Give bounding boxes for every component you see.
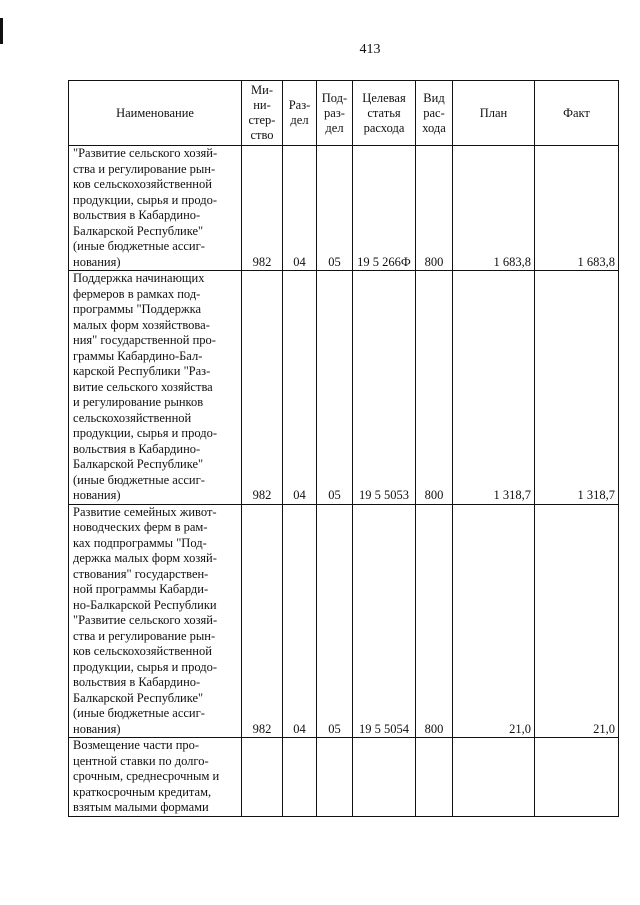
budget-table [68, 80, 619, 817]
cell-target: 19 5 266Ф [353, 146, 416, 271]
table-row [69, 271, 619, 505]
header-ministry: Ми- ни- стер- ство [242, 81, 283, 146]
cell-name: Возмещение части про- центной ставки по долго- срочным, среднесрочным и краткосрочным кредитам, взятым малыми формами [69, 738, 242, 817]
cell-subsection: 05 [317, 504, 353, 738]
header-fact: Факт [535, 81, 619, 146]
cell-target: 19 5 5054 [353, 504, 416, 738]
cell-fact: 1 683,8 [535, 146, 619, 271]
header-target: Целевая статья расхода [353, 81, 416, 146]
cell-fact [535, 738, 619, 817]
cell-plan: 21,0 [453, 504, 535, 738]
cell-plan: 1 318,7 [453, 271, 535, 505]
header-row [69, 81, 619, 146]
cell-ministry [242, 738, 283, 817]
cell-expense-type: 800 [416, 504, 453, 738]
cell-plan [453, 738, 535, 817]
table-row [69, 738, 619, 817]
cell-expense-type [416, 738, 453, 817]
header-plan: План [453, 81, 535, 146]
cell-name: "Развитие сельского хозяй- ства и регулирование рын- ков сельскохозяйственной продукции, сырья и продо- вольствия в Кабардино- Балкарской Республике" (иные бюджетные ассиг- нования) [69, 146, 242, 271]
page-number: 413 [359, 42, 381, 57]
cell-section [283, 738, 317, 817]
cell-name: Развитие семейных живот- новодческих ферм в рам- ках подпрограммы "Под- держка малых форм хозяй- ствования" государствен- ной программы Кабарди- но-Балкарской Республики "Развитие сельского хозяй- ства и регулирование рын- ков сельскохозяйственной продукции, сырья и продо- вольствия в Кабардино- Балкарской Республике" (иные бюджетные ассиг- нования) [69, 504, 242, 738]
cell-plan: 1 683,8 [453, 146, 535, 271]
header-subsection: Под- раз- дел [317, 81, 353, 146]
cell-fact: 21,0 [535, 504, 619, 738]
cell-name: Поддержка начинающих фермеров в рамках под- программы "Поддержка малых форм хозяйствова- ния" государственной про- граммы Кабардино-Бал- карской Республики "Раз- витие сельского хозяйства и регулирование рынков сельскохозяйственной продукции, сырья и продо- вольствия в Кабардино- Балкарской Республике" (иные бюджетные ассиг- нования) [69, 271, 242, 505]
cell-subsection: 05 [317, 146, 353, 271]
header-expense-type: Вид рас- хода [416, 81, 453, 146]
cell-expense-type: 800 [416, 146, 453, 271]
cell-subsection: 05 [317, 271, 353, 505]
table-row [69, 146, 619, 271]
cell-subsection [317, 738, 353, 817]
cell-section: 04 [283, 146, 317, 271]
header-name: Наименование [69, 81, 242, 146]
cell-target [353, 738, 416, 817]
cell-ministry: 982 [242, 504, 283, 738]
table-row [69, 504, 619, 738]
cell-ministry: 982 [242, 271, 283, 505]
cell-section: 04 [283, 504, 317, 738]
cell-ministry: 982 [242, 146, 283, 271]
cell-section: 04 [283, 271, 317, 505]
header-section: Раз- дел [283, 81, 317, 146]
page-edge-mark [0, 18, 3, 44]
cell-fact: 1 318,7 [535, 271, 619, 505]
cell-expense-type: 800 [416, 271, 453, 505]
cell-target: 19 5 5053 [353, 271, 416, 505]
